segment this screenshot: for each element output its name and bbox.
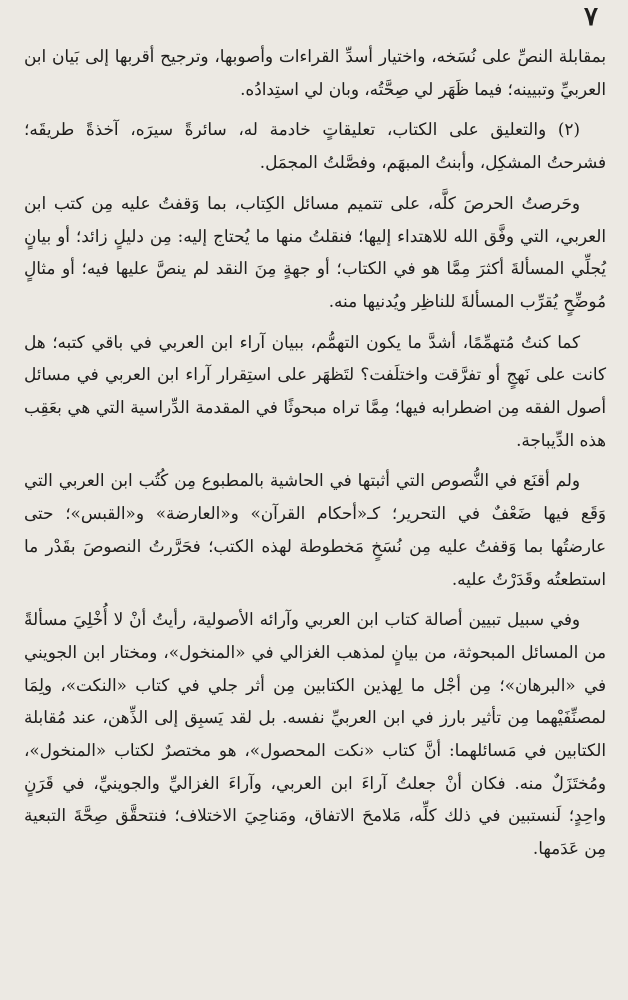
paragraph: ولم أقنَع في النُّصوص التي أثبتها في الحاشية بالمطبوع مِن كُتُب ابن العربي التي وَقَع فيها ضَعْفٌ في التحرير؛ كـ«أحكام القرآن» و«العارضة» و«القبس»؛ حتى عارضتُها بما وَقفتُ عليه مِن نُسَخٍ مَخطوطة لهذه الكتب؛ فحَرَّرتُ النصوصَ بقَدْر ما استطعتُه وقَدَرْتُ عليه. [24, 470, 606, 589]
page-text [24, 40, 606, 865]
paragraph: بمقابلة النصِّ على نُسَخه، واختيار أسدِّ القراءات وأصوبها، وترجيح أقربها إلى بَيان ابن العربيِّ وتبيينه؛ فيما ظَهَر لي صِحَّتُه، وبان لي استِدادُه. [24, 46, 606, 99]
paragraph: كما كنتُ مُتهمِّمًا، أشدَّ ما يكون التهمُّم، ببيان آراء ابن العربي في باقي كتبه؛ هل كانت على نَهجٍ أو تفرَّقت واختلَفت؟ لتَظهَر على استِقرار آراء ابن العربي في مسائل أصول الفقه مِن اضطرابه فيها؛ مِمَّا تراه مبحوثًا في المقدمة الدِّراسية التي هي بعَقِب هذه الدِّيباجة. [24, 331, 606, 450]
paragraph: (٢) والتعليق على الكتاب، تعليقاتٍ خادمة له، سائرةً سيرَه، آخذةً طريقَه؛ فشرحتُ المشكِل، وأبنتُ المبهَم، وفصَّلتُ المجمَل. [24, 119, 606, 173]
paragraph: وحَرصتُ الحرصَ كلَّه، على تتميم مسائل الكِتاب، بما وَقفتُ عليه مِن كتب ابن العربي، التي وفَّق الله للاهتداء إليها؛ فنقلتُ منها ما يُحتاج إليه: مِن دليلٍ زائد؛ أو بيانٍ يُجلِّي المسألةَ أكثرَ مِمَّا هو في الكتاب؛ أو جهةٍ مِنَ النقد لم ينصَّ عليها فيه؛ أو مثالٍ مُوضِّحٍ يُقرِّب المسألةَ للناظِر ويُدنيها منه. [24, 192, 606, 311]
paragraph: وفي سبيل تبيين أصالة كتاب ابن العربي وآرائه الأصولية، رأيتُ أنْ لا أُخْلِيَ مسألةً من المسائل المبحوثة، من بيانٍ لمذهب الغزالي في «المنخول»، ومختار ابن الجويني في «البرهان»؛ مِن أجْل ما لِهذين الكتابين مِن أثر جلي في كتاب «النكت»، ولِمَا لمصنِّفَيْهما مِن تأثير بارز في ابن العربيِّ نفسه. بل لقد يَسبِق إلى الذِّهن، عند مُقابلة الكتابين في مَسائلهما: أنَّ كتاب «نكت المحصول»، هو مختصرٌ لكتاب «المنخول»، ومُختَزَلٌ منه. فكان أنْ جعلتُ آراءَ ابن العربي، وآراءَ الغزاليِّ والجوينيِّ، في قَرَنٍ واحِدٍ؛ لَنستبين في ذلك كلِّه، مَلامحَ الاتفاق، ومَناحِيَ الاختلاف؛ فنتحقَّق صِحَّةَ التبعية مِن عَدَمها. [24, 609, 606, 859]
page-number: ٧ [584, 2, 598, 32]
